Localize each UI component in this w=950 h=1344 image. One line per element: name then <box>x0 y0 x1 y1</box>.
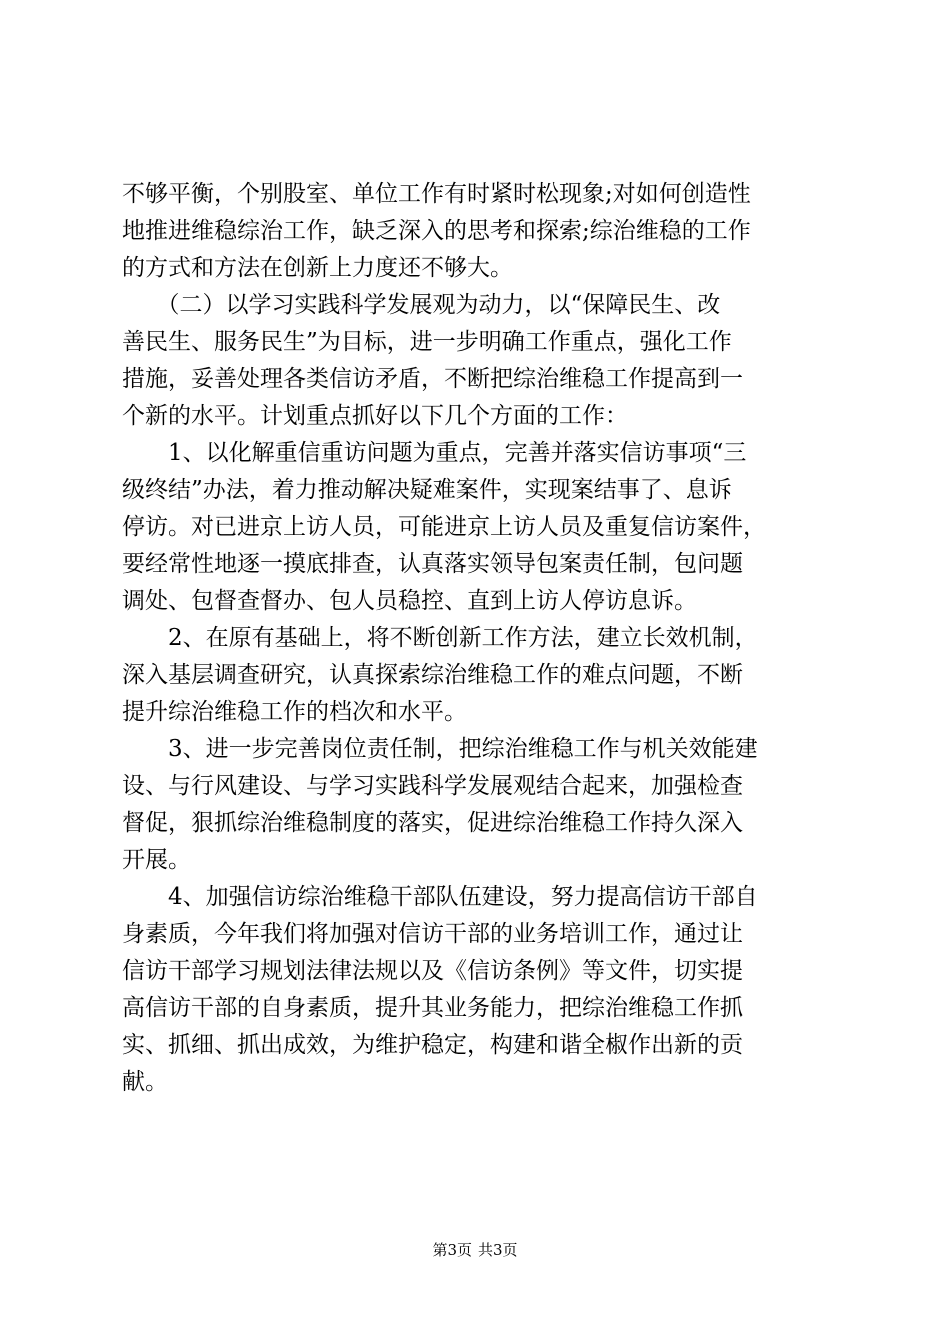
text-line: 1、以化解重信重访问题为重点，完善并落实信访事项“三 <box>122 440 747 466</box>
text-line: 地推进维稳综治工作，缺乏深入的思考和探索;综治维稳的工作 <box>122 218 751 244</box>
text-line: （二）以学习实践科学发展观为动力，以“保障民生、改 <box>122 292 721 318</box>
text-line: 深入基层调查研究，认真探索综治维稳工作的难点问题，不断 <box>122 662 743 688</box>
text-line: 2、在原有基础上，将不断创新工作方法，建立长效机制， <box>122 625 758 651</box>
text-line: 提升综治维稳工作的档次和水平。 <box>122 699 467 725</box>
page-footer <box>0 1240 950 1260</box>
text-line: 4、加强信访综治维稳干部队伍建设，努力提高信访干部自 <box>122 884 758 910</box>
text-line: 级终结”办法，着力推动解决疑难案件，实现案结事了、息诉 <box>122 477 732 503</box>
text-line: 身素质，今年我们将加强对信访干部的业务培训工作，通过让 <box>122 921 743 947</box>
text-line: 调处、包督查督办、包人员稳控、直到上访人停访息诉。 <box>122 588 697 614</box>
text-line: 高信访干部的自身素质，提升其业务能力，把综治维稳工作抓 <box>122 995 743 1021</box>
text-line: 措施，妥善处理各类信访矛盾，不断把综治维稳工作提高到一 <box>122 366 743 392</box>
text-line: 善民生、服务民生”为目标，进一步明确工作重点，强化工作 <box>122 329 732 355</box>
page-total: 共3页 <box>478 1241 518 1259</box>
text-line: 3、进一步完善岗位责任制，把综治维稳工作与机关效能建 <box>122 736 758 762</box>
page-number: 第3页 <box>432 1241 472 1259</box>
document-body <box>122 176 832 1101</box>
text-line: 设、与行风建设、与学习实践科学发展观结合起来，加强检查 <box>122 773 743 799</box>
text-line: 个新的水平。计划重点抓好以下几个方面的工作： <box>122 403 628 429</box>
text-line: 的方式和方法在创新上力度还不够大。 <box>122 255 513 281</box>
text-line: 要经常性地逐一摸底排查，认真落实领导包案责任制，包问题 <box>122 551 743 577</box>
text-line: 督促，狠抓综治维稳制度的落实，促进综治维稳工作持久深入 <box>122 810 743 836</box>
text-line: 献。 <box>122 1069 168 1095</box>
text-line: 不够平衡，个别股室、单位工作有时紧时松现象;对如何创造性 <box>122 181 751 207</box>
text-line: 开展。 <box>122 847 191 873</box>
text-line: 停访。对已进京上访人员，可能进京上访人员及重复信访案件， <box>122 514 766 540</box>
text-line: 信访干部学习规划法律法规以及《信访条例》等文件，切实提 <box>122 958 743 984</box>
text-line: 实、抓细、抓出成效，为维护稳定，构建和谐全椒作出新的贡 <box>122 1032 743 1058</box>
